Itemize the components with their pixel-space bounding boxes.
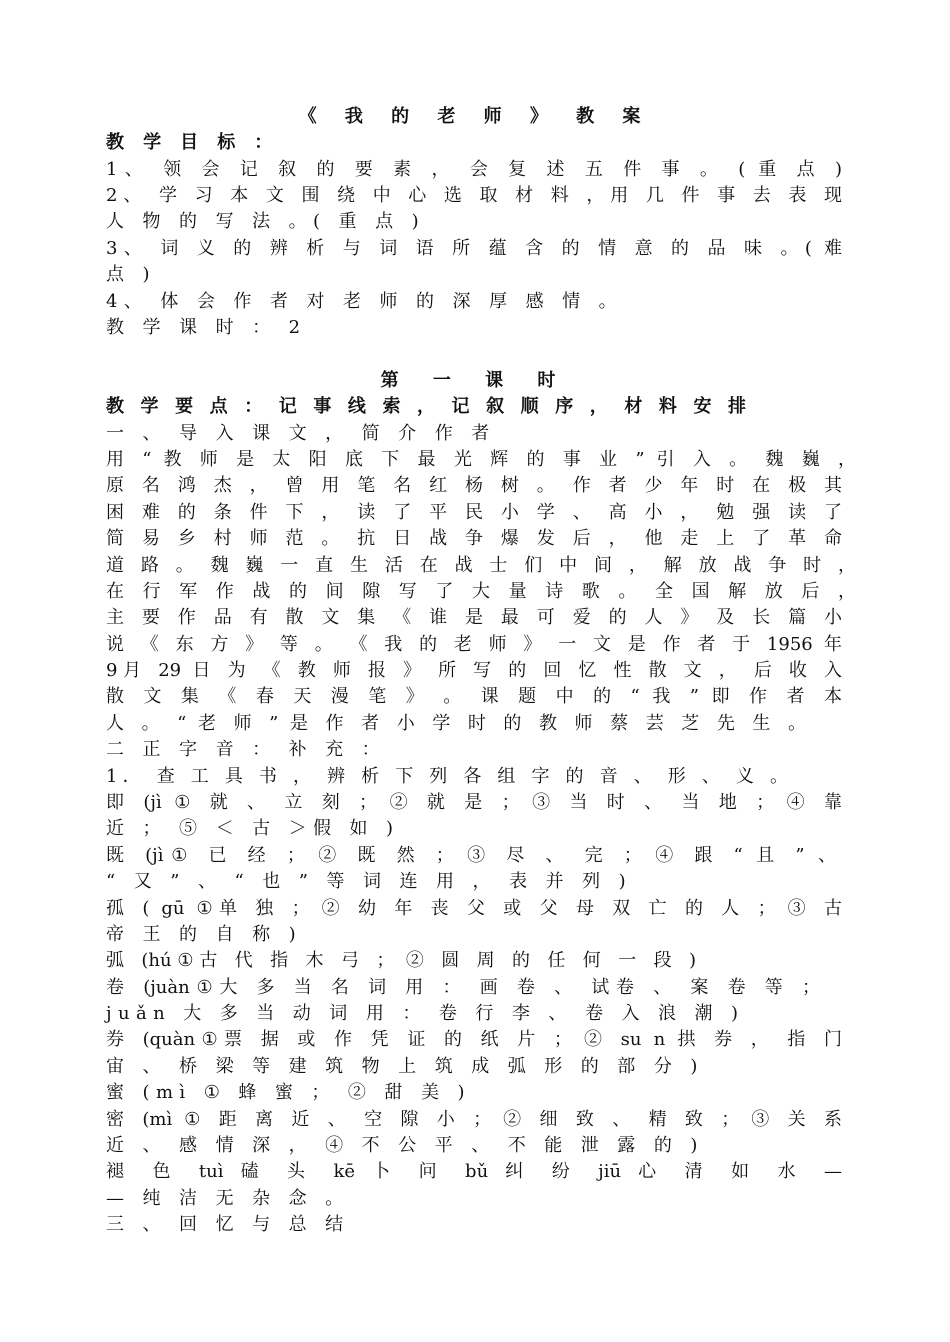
objective-2-continued: 人 物 的 写 法 。( 重 点 ) xyxy=(106,211,426,232)
character-entry-continued: 近 ； ⑤ ＜ 古 ＞假 如 ) xyxy=(106,818,400,839)
teaching-points: 教 学 要 点 ： 记 事 线 索 ， 记 叙 顺 序 ， 材 料 安 排 xyxy=(106,396,746,417)
author-intro-line: 说 《 东 方 》 等 。 《 我 的 老 师 》 一 文 是 作 者 于 1956 年 xyxy=(106,634,842,655)
author-intro-line: 简 易 乡 村 师 范 。 抗 日 战 争 爆 发 后 ， 他 走 上 了 革 命 xyxy=(106,528,842,549)
objective-2: 2、 学 习 本 文 围 绕 中 心 选 取 材 料 ，用 几 件 事 去 表 现 xyxy=(106,185,842,206)
author-intro-line: 道 路 。 魏 巍 一 直 生 活 在 战 士 们 中 间 ， 解 放 战 争 时 ， xyxy=(106,555,856,576)
teaching-hours: 教 学 课 时 ： 2 xyxy=(106,317,307,338)
author-intro-line: 主 要 作 品 有 散 文 集 《 谁 是 最 可 爱 的 人 》 及 长 篇 小 xyxy=(106,607,842,628)
objective-4: 4、 体 会 作 者 对 老 师 的 深 厚 感 情 。 xyxy=(106,291,624,312)
character-entry: 弧 (hú①古 代 指 木 弓 ； ② 圆 周 的 任 何 一 段 ) xyxy=(106,950,696,971)
objective-3: 3、 词 义 的 辨 析 与 词 语 所 蕴 含 的 情 意 的 品 味 。( 难 xyxy=(106,238,842,259)
objective-3-continued: 点 ) xyxy=(106,264,156,285)
character-entry: 既 (jì① 已 经 ； ② 既 然 ； ③ 尽 、 完 ； ④ 跟 “ 且 ” 、 xyxy=(106,845,836,866)
author-intro-line: 在 行 军 作 战 的 间 隙 写 了 大 量 诗 歌 。 全 国 解 放 后 ， xyxy=(106,581,856,602)
author-intro-line: 9月 29 日 为 《 教 师 报 》 所 写 的 回 忆 性 散 文 ， 后 收 入 xyxy=(106,660,842,681)
character-entry: 卷 (juàn①大 多 当 名 词 用 ： 画 卷 、 试卷 、 案 卷 等 ； xyxy=(106,977,820,998)
lesson-heading: 第 一 课 时 xyxy=(380,370,570,391)
objective-1: 1、 领 会 记 叙 的 要 素 ， 会 复 述 五 件 事 。 ( 重 点 ) xyxy=(106,159,842,180)
section-three-heading: 三 、 回 忆 与 总 结 xyxy=(106,1214,350,1235)
character-entry-continued: 宙 、 桥 梁 等 建 筑 物 上 筑 成 弧 形 的 部 分 ) xyxy=(106,1056,704,1077)
author-intro-line: 困 难 的 条 件 下 ， 读 了 平 民 小 学 、 高 小 ， 勉 强 读 了 xyxy=(106,502,842,523)
section-one-heading: 一 、 导 入 课 文 ， 简 介 作 者 xyxy=(106,423,496,444)
character-entry: 孤 ( gū ①单 独 ； ② 幼 年 丧 父 或 父 母 双 亡 的 人 ； ③ 古 xyxy=(106,898,842,919)
vocabulary-line: 褪 色 tuì 磕 头 kē 卜 问 bǔ 纠 纷 jiū 心 清 如 水 — xyxy=(106,1161,842,1182)
section-heading-objectives: 教 学 目 标 ： xyxy=(106,132,279,153)
section-two-heading: 二 正 字 音 ： 补 充 ： xyxy=(106,739,387,760)
character-entry-continued: 近 、 感 情 深 ， ④ 不 公 平 、 不 能 泄 露 的 ) xyxy=(106,1135,704,1156)
character-entry-continued: juǎn 大 多 当 动 词 用 ： 卷 行 李 、 卷 入 浪 潮 ) xyxy=(106,1003,745,1024)
author-intro-line: 用 “ 教 师 是 太 阳 底 下 最 光 辉 的 事 业 ” 引 入 。 魏 巍 ， xyxy=(106,449,856,470)
character-entry: 即 (jì ① 就 、 立 刻 ； ② 就 是 ； ③ 当 时 、 当 地 ； ④ 靠 xyxy=(106,792,842,813)
author-intro-line: 散 文 集 《 春 天 漫 笔 》 。 课 题 中 的 “ 我 ” 即 作 者 本 xyxy=(106,686,842,707)
exercise-instruction: 1． 查 工 具 书 ， 辨 析 下 列 各 组 字 的 音 、 形 、 义 。 xyxy=(106,766,788,787)
character-entry: 密 (mì ① 距 离 近 、 空 隙 小 ； ② 细 致 、 精 致 ； ③ 关 系 xyxy=(106,1109,842,1130)
character-entry: 券 (quàn①票 据 或 作 凭 证 的 纸 片 ； ② su n 拱 券 ， 指 门 xyxy=(106,1029,842,1050)
document-title: 《 我 的 老 师 》 教 案 xyxy=(298,106,652,127)
author-intro-line: 原 名 鸿 杰 ， 曾 用 笔 名 红 杨 树 。 作 者 少 年 时 在 极 其 xyxy=(106,475,842,496)
character-entry-continued: “ 又 ” 、 “ 也 ” 等 词 连 用 ， 表 并 列 ) xyxy=(106,871,633,892)
character-entry-continued: 帝 王 的 自 称 ) xyxy=(106,924,303,945)
vocabulary-line-continued: — 纯 洁 无 杂 念 。 xyxy=(106,1188,350,1209)
author-intro-line: 人 。 “ 老 师 ” 是 作 者 小 学 时 的 教 师 蔡 芸 芝 先 生 。 xyxy=(106,713,806,734)
character-entry: 蜜 (mì ① 蜂 蜜 ； ② 甜 美 ) xyxy=(106,1082,471,1103)
